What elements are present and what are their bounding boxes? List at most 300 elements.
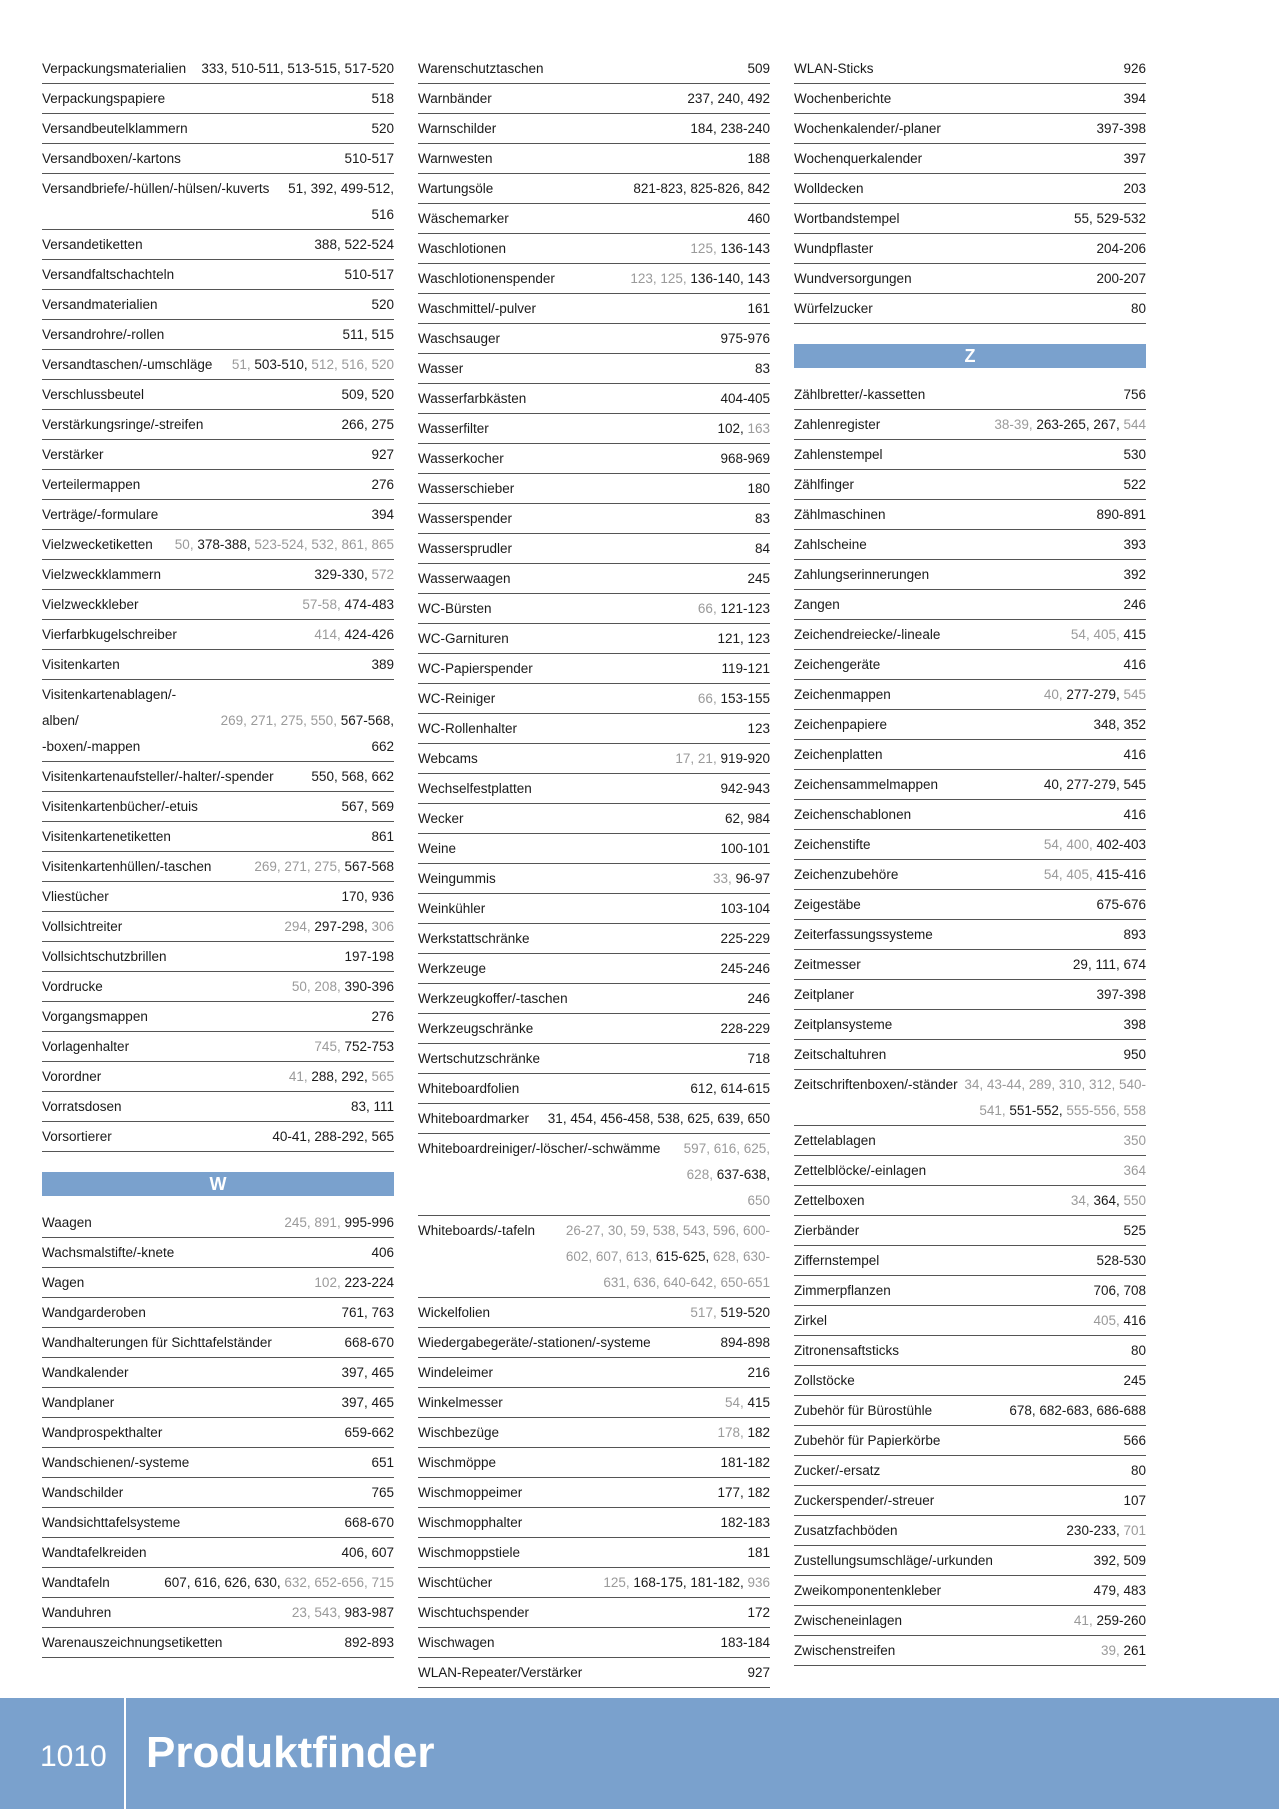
page-ref-secondary: 125, — [690, 241, 721, 256]
index-pages — [1123, 86, 1146, 112]
index-entry — [794, 1456, 1146, 1486]
index-pages — [341, 884, 394, 910]
index-entry — [42, 320, 394, 350]
index-term: Werkzeugschränke — [418, 1021, 534, 1036]
page-ref: 204-206 — [1096, 241, 1146, 256]
index-pages — [1123, 146, 1146, 172]
index-entry — [418, 624, 770, 654]
index-term: Wanduhren — [42, 1605, 112, 1620]
index-term: Wischtücher — [418, 1575, 493, 1590]
index-term: Zeitmesser — [794, 957, 861, 972]
index-term: Vliestücher — [42, 889, 109, 904]
index-term: Zahlungserinnerungen — [794, 567, 930, 582]
page-ref: 228-229 — [720, 1021, 770, 1036]
index-entry — [794, 590, 1146, 620]
page-ref: 983-987 — [344, 1605, 394, 1620]
index-column-3 — [794, 54, 1146, 1666]
index-term: Zeitschriftenboxen/-ständer — [794, 1077, 958, 1092]
index-pages — [164, 1570, 394, 1596]
index-pages — [371, 472, 394, 498]
index-entry — [418, 1044, 770, 1074]
index-term: Zucker/-ersatz — [794, 1463, 881, 1478]
index-entry — [418, 594, 770, 624]
index-column-2 — [418, 54, 770, 1688]
index-term: Wandschilder — [42, 1485, 124, 1500]
page-ref: 183-184 — [720, 1635, 770, 1650]
page-ref: 182 — [747, 1425, 770, 1440]
index-term: Zwischeneinlagen — [794, 1613, 903, 1628]
index-entry — [418, 264, 770, 294]
index-entry — [794, 560, 1146, 590]
index-term: Windeleimer — [418, 1365, 494, 1380]
index-entry — [42, 762, 394, 792]
page-ref: 40-41, 288-292, 565 — [272, 1129, 394, 1144]
index-entry — [418, 1508, 770, 1538]
index-pages — [717, 1480, 770, 1506]
index-term: Vorsortierer — [42, 1129, 112, 1144]
page-ref: 398 — [1123, 1017, 1146, 1032]
index-pages — [720, 776, 770, 802]
index-term: Zählmaschinen — [794, 507, 886, 522]
index-entry — [42, 1268, 394, 1298]
page-ref: 668-670 — [344, 1515, 394, 1530]
index-term: Verträge/-formulare — [42, 507, 159, 522]
index-term: Zeichendreiecke/-lineale — [794, 627, 941, 642]
page-ref: 416 — [1123, 657, 1146, 672]
page-ref: 404-405 — [720, 391, 770, 406]
page-ref-secondary: 50, 208, — [291, 979, 345, 994]
index-term: Vollsichtreiter — [42, 919, 123, 934]
index-pages — [341, 794, 394, 820]
index-term: Zettelblöcke/-einlagen — [794, 1163, 927, 1178]
page-ref: 522 — [1123, 477, 1146, 492]
section-header-w: W — [42, 1172, 394, 1196]
index-pages — [720, 1450, 770, 1476]
index-term: Visitenkartenaufsteller/-halter/-spender — [42, 769, 274, 784]
index-entry — [794, 54, 1146, 84]
index-pages — [666, 1136, 770, 1214]
page-ref: 390-396 — [344, 979, 394, 994]
index-term: Wochenquerkalender — [794, 151, 923, 166]
index-pages — [725, 806, 770, 832]
index-pages — [717, 626, 770, 652]
index-entry — [418, 864, 770, 894]
page-ref: 402-403 — [1096, 837, 1146, 852]
page-ref: 121-123 — [720, 601, 770, 616]
index-pages — [1123, 1158, 1146, 1184]
page-ref: 668-670 — [344, 1335, 394, 1350]
index-term: Wertschutzschränke — [418, 1051, 541, 1066]
page-ref: 415-416 — [1096, 867, 1146, 882]
page-ref: 62, 984 — [724, 811, 770, 826]
index-entry — [42, 1628, 394, 1658]
index-entry — [418, 1478, 770, 1508]
page-ref: 519-520 — [720, 1305, 770, 1320]
index-entry — [42, 1122, 394, 1152]
index-entry — [794, 440, 1146, 470]
page-ref: 416 — [1123, 807, 1146, 822]
index-term: Visitenkartenbücher/-etuis — [42, 799, 198, 814]
index-entry — [418, 354, 770, 384]
page-ref: 277-279, — [1066, 687, 1124, 702]
index-entry — [42, 230, 394, 260]
index-pages — [1123, 802, 1146, 828]
index-entry — [42, 1568, 394, 1598]
index-entry — [794, 620, 1146, 650]
page-ref: 511, 515 — [342, 327, 394, 342]
index-pages — [1123, 56, 1146, 82]
index-pages — [747, 1046, 770, 1072]
index-entry — [418, 834, 770, 864]
page-ref: 892-893 — [344, 1635, 394, 1650]
index-entry — [794, 144, 1146, 174]
page-ref: 950 — [1123, 1047, 1146, 1062]
page-ref: 29, 111, 674 — [1072, 957, 1146, 972]
index-pages — [994, 412, 1146, 438]
page-ref: 919-920 — [720, 751, 770, 766]
index-term: Zeichenstifte — [794, 837, 871, 852]
page-ref: 968-969 — [720, 451, 770, 466]
index-entry — [418, 444, 770, 474]
index-term: Wickelfolien — [418, 1305, 491, 1320]
index-pages — [344, 944, 394, 970]
index-entry — [42, 620, 394, 650]
index-entry — [42, 792, 394, 822]
index-pages — [232, 352, 394, 378]
index-pages — [371, 1004, 394, 1030]
index-pages — [371, 442, 394, 468]
index-entry — [42, 54, 394, 84]
index-term: Zettelablagen — [794, 1133, 876, 1148]
index-term: Wandtafelkreiden — [42, 1545, 147, 1560]
index-entry — [794, 174, 1146, 204]
page-ref-secondary: 54, — [724, 1395, 748, 1410]
index-entry — [42, 1418, 394, 1448]
index-term: Whiteboardfolien — [418, 1081, 520, 1096]
index-term: Wandschienen/-systeme — [42, 1455, 190, 1470]
page-ref: 528-530 — [1096, 1253, 1146, 1268]
index-term: Verteilermappen — [42, 477, 141, 492]
page-ref-secondary: 66, — [697, 691, 721, 706]
page-ref-secondary: 572 — [371, 567, 394, 582]
index-term: Zollstöcke — [794, 1373, 855, 1388]
index-entry — [42, 290, 394, 320]
page-ref: 566 — [1123, 1433, 1146, 1448]
page-ref-secondary: 936 — [747, 1575, 770, 1590]
index-term: Wechselfestplatten — [418, 781, 532, 796]
page-ref-secondary: 269, 271, 275, — [254, 859, 345, 874]
page-ref-secondary: 306 — [371, 919, 394, 934]
index-pages — [720, 1510, 770, 1536]
index-entry — [794, 1040, 1146, 1070]
index-pages — [1123, 1012, 1146, 1038]
index-term: WLAN-Repeater/Verstärker — [418, 1665, 583, 1680]
index-pages — [755, 506, 770, 532]
index-entry — [42, 260, 394, 290]
index-term: Visitenkartenablagen/-alben/ -boxen/-mappen — [42, 687, 177, 754]
page-ref: 550, 568, 662 — [311, 769, 394, 784]
page-ref: 520 — [371, 297, 394, 312]
page-ref: 107 — [1123, 1493, 1146, 1508]
index-term: Vielzweckkleber — [42, 597, 139, 612]
index-pages — [371, 116, 394, 142]
index-term: Wecker — [418, 811, 464, 826]
index-term: Zeichenschablonen — [794, 807, 912, 822]
page-ref: 188 — [747, 151, 770, 166]
page-ref: 223-224 — [344, 1275, 394, 1290]
page-ref: 237, 240, 492 — [687, 91, 770, 106]
index-pages — [755, 356, 770, 382]
page-ref: 364, — [1093, 1193, 1124, 1208]
page-ref: 83 — [754, 511, 770, 526]
index-pages — [1123, 562, 1146, 588]
index-term: Wochenkalender/-planer — [794, 121, 941, 136]
page-ref: 177, 182 — [717, 1485, 770, 1500]
index-pages — [720, 386, 770, 412]
page-ref-secondary: 555-556, 558 — [1066, 1103, 1146, 1118]
index-entry — [418, 294, 770, 324]
index-entry — [418, 54, 770, 84]
page-ref: 397, 465 — [341, 1395, 394, 1410]
index-term: Warnschilder — [418, 121, 497, 136]
index-term: Wasserwaagen — [418, 571, 511, 586]
index-term: Wandsichttafelsysteme — [42, 1515, 181, 1530]
page-ref: 415 — [747, 1395, 770, 1410]
index-pages — [630, 266, 770, 292]
index-term: Vierfarbkugelschreiber — [42, 627, 177, 642]
index-term: Versandrohre/-rollen — [42, 327, 165, 342]
index-pages — [371, 652, 394, 678]
index-pages — [720, 926, 770, 952]
index-entry — [418, 1448, 770, 1478]
index-entry — [42, 560, 394, 590]
page-ref: 392, 509 — [1093, 1553, 1146, 1568]
index-term: Weinkühler — [418, 901, 486, 916]
page-ref-secondary: 125, — [603, 1575, 634, 1590]
index-pages — [747, 1660, 770, 1686]
index-pages — [1096, 982, 1146, 1008]
index-pages — [1096, 116, 1146, 142]
index-pages — [1071, 622, 1146, 648]
index-term: Wasserfilter — [418, 421, 489, 436]
page-ref-secondary: 414, — [314, 627, 345, 642]
index-entry — [794, 410, 1146, 440]
index-term: Zustellungsumschläge/-urkunden — [794, 1553, 993, 1568]
page-ref-secondary: 123, 125, — [630, 271, 691, 286]
index-pages — [289, 1064, 394, 1090]
page-ref-secondary: 26-27, 30, 59, 538, 543, 596, 600-602, 607, 613, — [565, 1223, 770, 1264]
index-term: Vielzwecketiketten — [42, 537, 153, 552]
page-ref-secondary: 66, — [697, 601, 721, 616]
index-entry — [794, 1396, 1146, 1426]
index-term: Zeichenpapiere — [794, 717, 888, 732]
index-entry — [418, 564, 770, 594]
page-ref-secondary: 39, — [1100, 1643, 1124, 1658]
page-ref: 651 — [371, 1455, 394, 1470]
index-term: Wasserschieber — [418, 481, 515, 496]
index-column-1 — [42, 54, 394, 1658]
page-ref: 276 — [371, 477, 394, 492]
index-entry — [42, 174, 394, 230]
index-term: Zweikomponentenkleber — [794, 1583, 942, 1598]
index-pages — [713, 866, 770, 892]
index-term: Waschlotionen — [418, 241, 507, 256]
index-entry — [42, 680, 394, 762]
page-ref: 675-676 — [1096, 897, 1146, 912]
page-ref: 509 — [747, 61, 770, 76]
index-entry — [418, 534, 770, 564]
index-pages — [1093, 712, 1146, 738]
page-ref: 96-97 — [735, 871, 770, 886]
page-ref-secondary: 54, 400, — [1043, 837, 1097, 852]
index-pages — [1123, 1128, 1146, 1154]
footer-title: Produktfinder — [146, 1728, 435, 1777]
index-term: Verpackungsmaterialien — [42, 61, 187, 76]
index-entry — [42, 84, 394, 114]
index-pages — [720, 326, 770, 352]
index-term: Wiedergabegeräte/-stationen/-systeme — [418, 1335, 651, 1350]
index-pages — [1093, 1278, 1146, 1304]
page-ref: 245 — [1123, 1373, 1146, 1388]
index-term: Ziffernstempel — [794, 1253, 880, 1268]
page-ref-secondary: 523-524, 532, 861, 865 — [254, 537, 394, 552]
index-entry — [418, 414, 770, 444]
index-term: Versandetiketten — [42, 237, 143, 252]
page-ref-secondary: 17, 21, — [675, 751, 721, 766]
index-pages — [371, 1450, 394, 1476]
index-pages — [720, 896, 770, 922]
index-entry — [42, 1002, 394, 1032]
page-ref: 518 — [371, 91, 394, 106]
index-pages — [371, 1240, 394, 1266]
page-ref: 894-898 — [720, 1335, 770, 1350]
page-ref: 103-104 — [720, 901, 770, 916]
index-term: Wandhalterungen für Sichttafelständer — [42, 1335, 272, 1350]
index-pages — [341, 1540, 394, 1566]
index-entry — [42, 1062, 394, 1092]
page-ref: 406 — [371, 1245, 394, 1260]
index-pages — [314, 232, 394, 258]
index-entry — [418, 114, 770, 144]
index-entry — [794, 980, 1146, 1010]
index-entry — [794, 1576, 1146, 1606]
page-ref: 31, 454, 456-458, 538, 625, 639, 650 — [547, 1111, 770, 1126]
index-pages — [341, 382, 394, 408]
page-ref: 184, 238-240 — [690, 121, 770, 136]
index-pages — [690, 236, 770, 262]
page-ref: 474-483 — [344, 597, 394, 612]
index-term: Wochenberichte — [794, 91, 892, 106]
index-term: Wandplaner — [42, 1395, 115, 1410]
index-entry — [794, 1636, 1146, 1666]
index-entry — [418, 1014, 770, 1044]
index-pages — [254, 854, 394, 880]
index-pages — [302, 592, 394, 618]
index-pages — [342, 322, 394, 348]
index-pages — [175, 532, 394, 558]
page-ref-secondary: 701 — [1123, 1523, 1146, 1538]
index-term: Waschsauger — [418, 331, 501, 346]
page-ref-secondary: 163 — [747, 421, 770, 436]
index-pages — [275, 176, 394, 228]
page-ref: 503-510, — [254, 357, 312, 372]
index-pages — [717, 416, 770, 442]
index-term: Wundversorgungen — [794, 271, 912, 286]
index-entry — [794, 680, 1146, 710]
index-pages — [1123, 1488, 1146, 1514]
page-ref: 246 — [747, 991, 770, 1006]
page-ref: 394 — [371, 507, 394, 522]
index-pages — [1096, 266, 1146, 292]
index-pages — [371, 292, 394, 318]
page-ref: 261 — [1123, 1643, 1146, 1658]
index-pages — [690, 1076, 770, 1102]
index-term: Vielzweckklammern — [42, 567, 162, 582]
index-entry — [42, 1478, 394, 1508]
index-entry — [794, 1426, 1146, 1456]
page-number: 1010 — [40, 1740, 107, 1773]
index-term: Versandboxen/-kartons — [42, 151, 181, 166]
index-term: Werkzeuge — [418, 961, 487, 976]
page-ref: 170, 936 — [341, 889, 394, 904]
page-ref-secondary: 178, — [717, 1425, 748, 1440]
index-entry — [794, 264, 1146, 294]
page-ref: 182-183 — [720, 1515, 770, 1530]
index-pages — [964, 1072, 1146, 1124]
index-term: Zettelboxen — [794, 1193, 865, 1208]
page-ref-secondary: 632, 652-656, 715 — [284, 1575, 394, 1590]
index-pages — [690, 1300, 770, 1326]
index-pages — [747, 1600, 770, 1626]
index-pages — [344, 1630, 394, 1656]
index-entry — [418, 984, 770, 1014]
page-ref: 416 — [1123, 1313, 1146, 1328]
index-term: Vorgangsmappen — [42, 1009, 148, 1024]
page-ref-secondary: 597, 616, 625, — [683, 1141, 770, 1156]
index-term: Visitenkartenhüllen/-taschen — [42, 859, 212, 874]
index-pages — [1071, 1188, 1146, 1214]
page-ref: 100-101 — [720, 841, 770, 856]
index-entry — [794, 740, 1146, 770]
index-pages — [292, 974, 394, 1000]
page-ref-secondary: 38-39, — [994, 417, 1037, 432]
index-entry — [794, 470, 1146, 500]
index-entry — [42, 1388, 394, 1418]
index-pages — [314, 622, 394, 648]
index-entry — [42, 470, 394, 500]
index-entry — [418, 1568, 770, 1598]
page-ref: 424-426 — [344, 627, 394, 642]
index-pages — [1044, 862, 1146, 888]
index-entry — [418, 1298, 770, 1328]
index-term: Waagen — [42, 1215, 92, 1230]
index-term: Wasserspender — [418, 511, 513, 526]
page-ref-secondary: 350 — [1123, 1133, 1146, 1148]
page-ref-secondary: 544 — [1123, 417, 1146, 432]
index-pages — [314, 562, 394, 588]
index-pages — [747, 1360, 770, 1386]
page-ref: 406, 607 — [341, 1545, 394, 1560]
index-term: Waschlotionenspender — [418, 271, 555, 286]
section-header-z: Z — [794, 344, 1146, 368]
index-entry — [418, 1388, 770, 1418]
index-pages — [725, 1390, 770, 1416]
page-ref-secondary: 405, — [1093, 1313, 1124, 1328]
index-entry — [794, 1186, 1146, 1216]
index-entry — [794, 1306, 1146, 1336]
index-term: Wischmöppe — [418, 1455, 497, 1470]
index-entry — [42, 852, 394, 882]
